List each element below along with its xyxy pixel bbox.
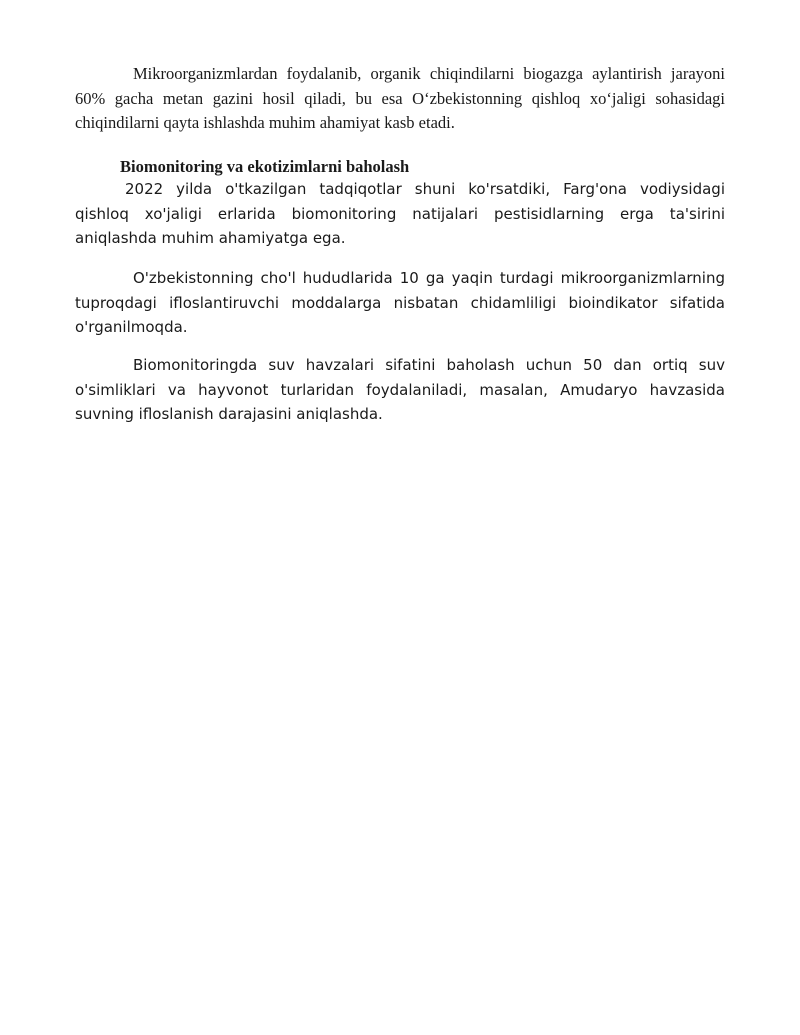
paragraph-desert-microorganisms: O'zbekistonning cho'l hududlarida 10 ga yaqin turdagi mikroorganizmlarning tuproqdagi ifloslantiruvchi moddalarga nisbatan chidamliligi bioindikator sifatida o'rganilmoqda. bbox=[75, 269, 725, 336]
paragraph-biogas: Mikroorganizmlardan foydalanib, organik chiqindilarni biogazga aylantirish jarayoni 60% gacha metan gazini hosil qiladi, bu esa O‘zbekistonning qishloq xo‘jaligi sohasidagi chiqindilarni qayta ishlashda muhim ahamiyat kasb etadi. bbox=[75, 64, 725, 132]
paragraph-water-biomonitoring: Biomonitoringda suv havzalari sifatini baholash uchun 50 dan ortiq suv o'simliklari va hayvonot turlaridan foydalaniladi, masalan, Amudaryo havzasida suvning ifloslanish darajasini aniqlashda. bbox=[75, 356, 725, 423]
section-heading: Biomonitoring va ekotizimlarni baholash bbox=[120, 157, 410, 176]
paragraph-biomonitoring-fergana: 2022 yilda o'tkazilgan tadqiqotlar shuni ko'rsatdiki, Farg'ona vodiysidagi qishloq xo'jaligi erlarida biomonitoring natijalari pestisidlarning erga ta'sirini aniqlashda muhim ahamiyatga ega. bbox=[75, 180, 725, 247]
